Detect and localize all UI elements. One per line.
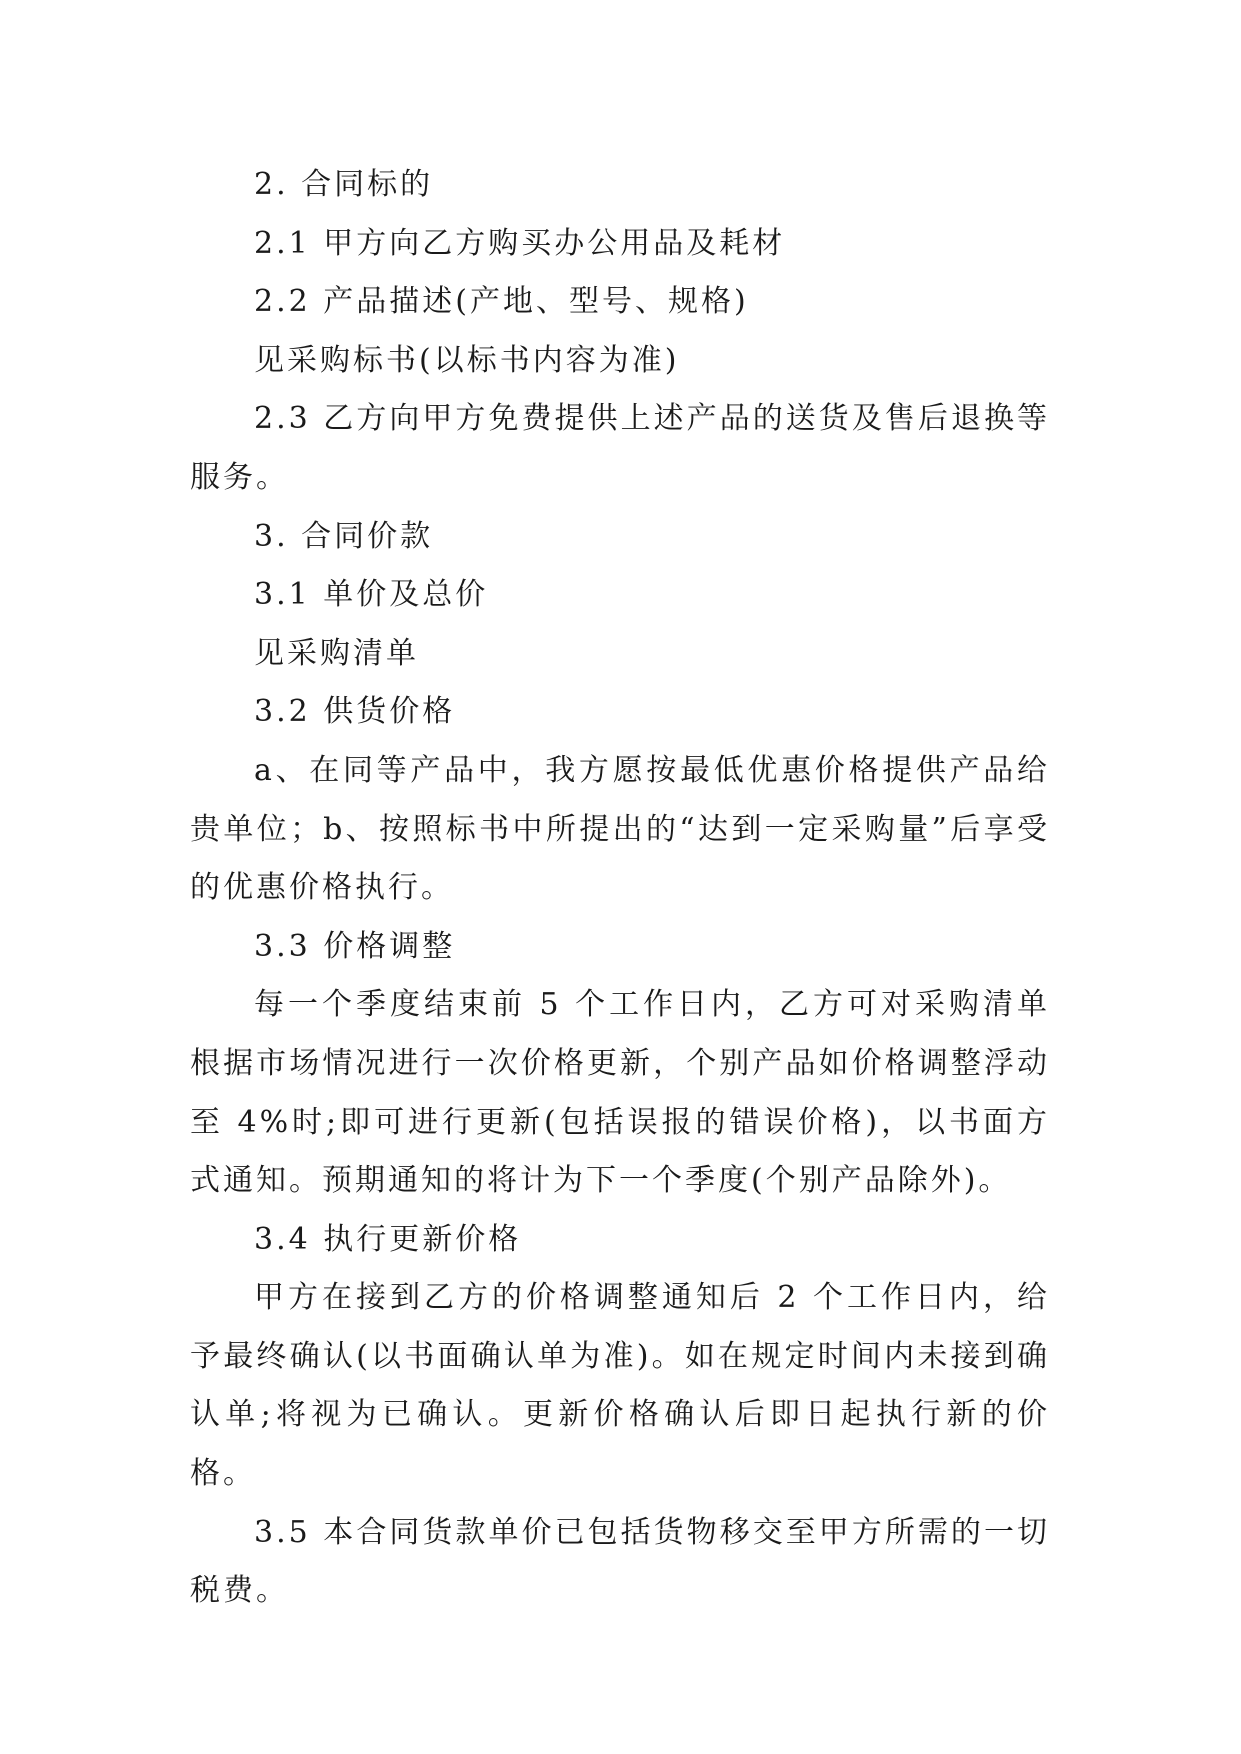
clause-3-1: 3.1 单价及总价	[254, 577, 489, 613]
heading-contract-price: 3. 合同价款	[254, 518, 434, 554]
contract-body	[190, 156, 1050, 1621]
heading-contract-subject: 2. 合同标的	[254, 167, 434, 202]
clause-2-1: 2.1 甲方向乙方购买办公用品及耗材	[254, 225, 786, 261]
clause-3-2-detail: a、在同等产品中，我方愿按最低优惠价格提供产品给贵单位；b、按照标书中所提出的“达到一定采购量”后享受的优惠价格执行。	[190, 752, 1050, 906]
clause-3-2: 3.2 供货价格	[254, 694, 456, 730]
clause-3-1-detail: 见采购清单	[254, 635, 419, 671]
clause-3-3-detail: 每一个季度结束前 5 个工作日内，乙方可对采购清单根据市场情况进行一次价格更新，个别产品如价格调整浮动至 4%时;即可进行更新(包括误报的错误价格)，以书面方式通知。预期通知的将计为下一个季度(个别产品除外)。	[190, 987, 1050, 1199]
clause-2-2: 2.2 产品描述(产地、型号、规格)	[254, 284, 749, 320]
clause-3-4: 3.4 执行更新价格	[254, 1221, 522, 1257]
clause-3-5: 3.5 本合同货款单价已包括货物移交至甲方所需的一切税费。	[190, 1514, 1050, 1609]
clause-3-3: 3.3 价格调整	[254, 928, 456, 964]
clause-3-4-detail: 甲方在接到乙方的价格调整通知后 2 个工作日内，给予最终确认(以书面确认单为准)。如在规定时间内未接到确认单;将视为已确认。更新价格确认后即日起执行新的价格。	[190, 1280, 1050, 1492]
clause-2-3: 2.3 乙方向甲方免费提供上述产品的送货及售后退换等服务。	[190, 401, 1050, 495]
clause-2-2-detail: 见采购标书(以标书内容为准)	[254, 342, 680, 378]
